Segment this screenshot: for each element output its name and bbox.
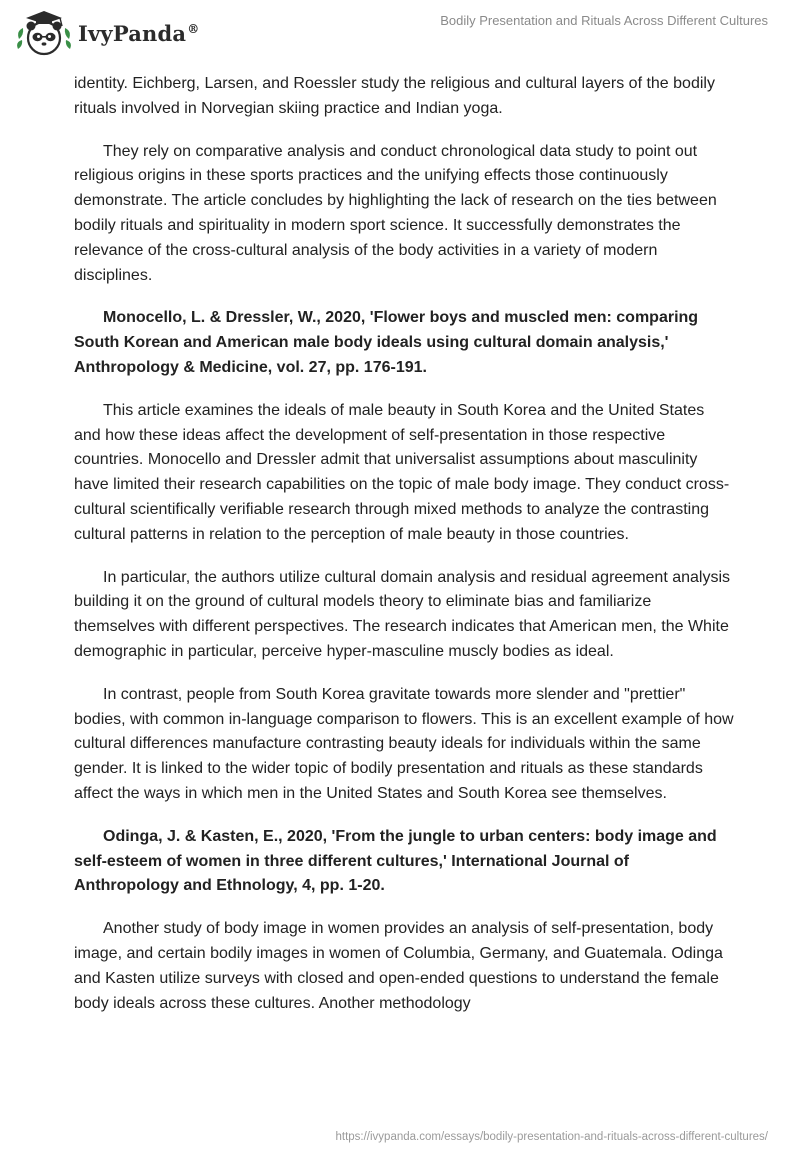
body-paragraph: identity. Eichberg, Larsen, and Roessler study the religious and cultural layers of the bodily rituals involved in Norvegian skiing practice and Indian yoga.	[74, 75, 715, 117]
reference-entry: Monocello, L. & Dressler, W., 2020, 'Flower boys and muscled men: comparing South Korean and American male body ideals using cultural domain analysis,' Anthropology & Medicine, vol. 27, pp. 176-191.	[74, 309, 699, 376]
body-paragraph: In particular, the authors utilize cultural domain analysis and residual agreement analysis building it on the ground of cultural models theory to eliminate bias and familiarize themselves with different perspectives. The research indicates that American men, the White demographic in particular, perceive hyper-masculine muscly bodies as ideal.	[74, 568, 731, 660]
body-paragraph: Another study of body image in women provides an analysis of self-presentation, body image, and certain bodily images in women of Columbia, Germany, and Guatemala. Odinga and Kasten utilize surveys with closed and open-ended questions to understand the female body ideals across these cultures. Another methodology	[74, 920, 723, 1012]
page-header	[0, 0, 800, 66]
reference-entry: Odinga, J. & Kasten, E., 2020, 'From the jungle to urban centers: body image and self-esteem of women in three different cultures,' International Journal of Anthropology and Ethnology, 4, pp. 1-20.	[74, 827, 717, 895]
essay-body	[74, 72, 734, 1034]
body-paragraph: In contrast, people from South Korea gravitate towards more slender and "prettier" bodies, with common in-language comparison to flowers. This is an excellent example of how cultural differences manufacture contrasting beauty ideals for individuals within the same gender. It is linked to the wider topic of bodily presentation and rituals as these standards affect the ways in which men in the United States and South Korea see themselves.	[74, 685, 734, 802]
body-paragraph: They rely on comparative analysis and conduct chronological data study to point out religious origins in these sports practices and the unifying effects those continuously demonstrate. The article concludes by highlighting the lack of research on the ties between bodily rituals and spirituality in modern sport science. It successfully demonstrates the relevance of the cross-cultural analysis of the body activities in a variety of modern disciplines.	[74, 142, 717, 284]
running-title: Bodily Presentation and Rituals Across Different Cultures	[440, 13, 768, 28]
logo-wordmark: IvyPanda®	[78, 20, 200, 46]
source-url[interactable]: https://ivypanda.com/essays/bodily-presentation-and-rituals-across-different-cultures/	[335, 1131, 768, 1143]
body-paragraph: This article examines the ideals of male beauty in South Korea and the United States and how these ideas affect the development of self-presentation in those respective countries. Monocello and Dressler admit that universalist assumptions about masculinity have limited their research capabilities on the topic of male body image. They conduct cross-cultural scientifically verifiable research through mixed methods to analyze the contrasting cultural patterns in relation to the perception of male beauty in those countries.	[74, 401, 730, 543]
ivypanda-logo[interactable]	[16, 9, 199, 57]
panda-graduate-icon	[16, 9, 72, 57]
